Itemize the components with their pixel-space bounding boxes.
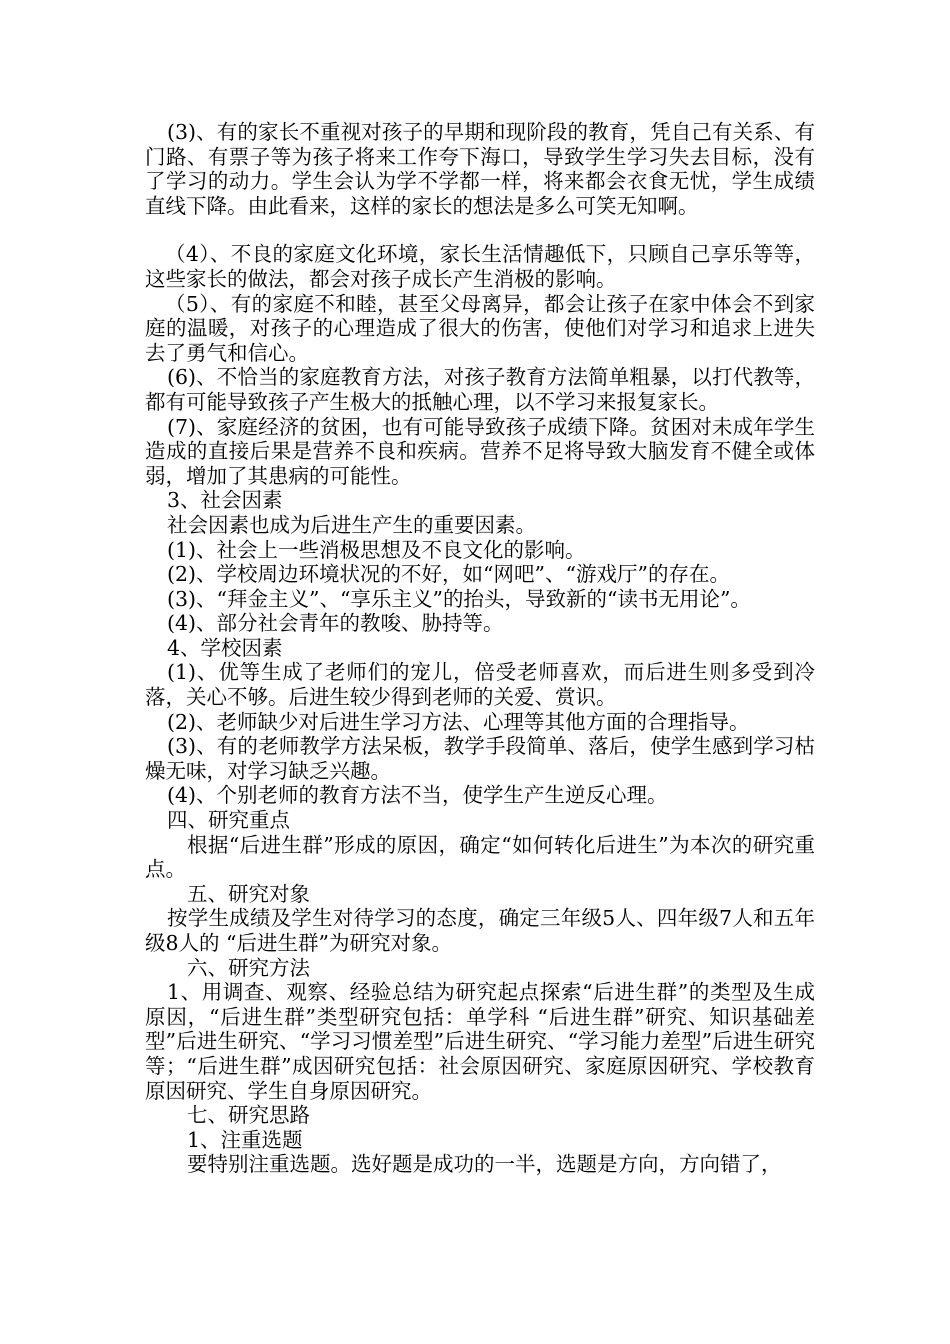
paragraph-social-intro: 社会因素也成为后进生产生的重要因素。 <box>167 512 536 537</box>
paragraph-social-3: (3)、“拜金主义”、“享乐主义”的抬头，导致新的“读书无用论”。 <box>167 586 751 611</box>
paragraph-family-6: (6)、不恰当的家庭教育方法，对孩子教育方法简单粗暴，以打代教等，都有可能导致孩子产生极大的抵触心理，以不学习来报复家长。 <box>145 365 815 414</box>
paragraph-family-4: （4）、不良的家庭文化环境，家长生活情趣低下，只顾自己享乐等等，这些家长的做法，都会对孩子成长产生消极的影响。 <box>145 242 815 291</box>
paragraph-school-1: (1)、优等生成了老师们的宠儿，倍受老师喜欢，而后进生则多受到冷落，关心不够。后进生较少得到老师的关爱、赏识。 <box>145 660 815 710</box>
heading-topic-selection: 1、注重选题 <box>187 1127 303 1152</box>
heading-research-subjects: 五、研究对象 <box>187 881 310 906</box>
paragraph-research-methods: 1、用调查、观察、经验总结为研究起点探索“后进生群”的类型及生成原因，“后进生群”类型研究包括：单学科 “后进生群”研究、知识基础差型”后进生研究、“学习习惯差型”后进生研究、“学习能力差型”后进生研究等；“后进生群”成因研究包括：社会原因研究、家庭原因研究、学校教育原因研究、学生自身原因研究。 <box>145 980 815 1103</box>
document-page <box>145 120 815 1177</box>
paragraph-family-3: (3)、有的家长不重视对孩子的早期和现阶段的教育，凭自己有关系、有门路、有票子等为孩子将来工作夸下海口，导致学生学习失去目标，没有了学习的动力。学生会认为学不学都一样，将来都会衣食无忧，学生成绩直线下降。由此看来，这样的家长的想法是多么可笑无知啊。 <box>145 120 815 218</box>
heading-research-methods: 六、研究方法 <box>187 955 310 980</box>
paragraph-school-2: (2)、老师缺少对后进生学习方法、心理等其他方面的合理指导。 <box>167 709 750 734</box>
paragraph-social-4: (4)、部分社会青年的教唆、胁持等。 <box>167 611 504 636</box>
paragraph-social-1: (1)、社会上一些消极思想及不良文化的影响。 <box>167 537 586 562</box>
heading-school-factors: 4、学校因素 <box>167 635 283 660</box>
paragraph-family-7: (7)、家庭经济的贫困，也有可能导致孩子成绩下降。贫困对未成年学生造成的直接后果是营养不良和疾病。营养不足将导致大脑发育不健全或体弱，增加了其患病的可能性。 <box>145 414 815 488</box>
paragraph-family-5: （5）、有的家庭不和睦，甚至父母离异，都会让孩子在家中体会不到家庭的温暖，对孩子的心理造成了很大的伤害，使他们对学习和追求上进失去了勇气和信心。 <box>145 291 815 365</box>
paragraph-school-3: (3)、有的老师教学方法呆板，教学手段简单、落后，使学生感到学习枯燥无味，对学习缺乏兴趣。 <box>145 734 815 783</box>
heading-social-factors: 3、社会因素 <box>167 488 283 513</box>
heading-research-ideas: 七、研究思路 <box>187 1103 310 1128</box>
paragraph-school-4: (4)、个别老师的教育方法不当，使学生产生逆反心理。 <box>167 783 668 808</box>
paragraph-social-2: (2)、学校周边环境状况的不好，如“网吧”、“游戏厅”的存在。 <box>167 562 730 587</box>
heading-research-focus: 四、研究重点 <box>167 808 290 833</box>
paragraph-topic-selection: 要特别注重选题。选好题是成功的一半，选题是方向，方向错了， <box>187 1152 782 1177</box>
blank-line <box>145 218 815 242</box>
paragraph-research-focus: 根据“后进生群”形成的原因，确定“如何转化后进生”为本次的研究重点。 <box>145 832 815 882</box>
paragraph-research-subjects: 按学生成绩及学生对待学习的态度，确定三年级5人、四年级7人和五年级8人的 “后进生群”为研究对象。 <box>145 906 815 955</box>
